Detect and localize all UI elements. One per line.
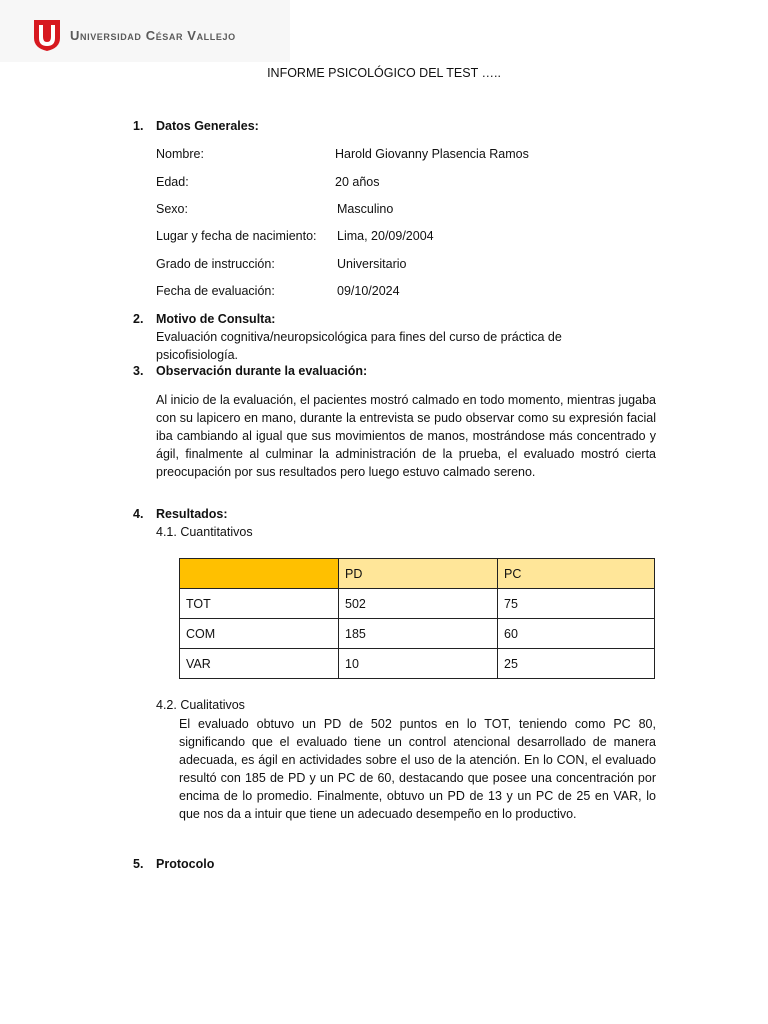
page-title: INFORME PSICOLÓGICO DEL TEST ….. xyxy=(267,66,501,80)
section-heading-datos: Datos Generales: xyxy=(156,119,259,133)
table-cell: VAR xyxy=(180,649,339,679)
ucv-shield-icon xyxy=(32,18,62,52)
field-value-sexo: Masculino xyxy=(337,202,394,216)
subheading-cualitativos: 4.2. Cualitativos xyxy=(156,698,245,712)
field-value-edad: 20 años xyxy=(335,175,380,189)
field-label: Sexo: xyxy=(156,202,188,216)
university-logo xyxy=(32,18,236,52)
table-cell: COM xyxy=(180,619,339,649)
field-value-fecha-evaluacion: 09/10/2024 xyxy=(337,284,400,298)
table-cell: 60 xyxy=(498,619,655,649)
field-label: Fecha de evaluación: xyxy=(156,284,275,298)
field-label: Nombre: xyxy=(156,147,204,161)
field-label: Grado de instrucción: xyxy=(156,257,275,271)
table-cell: 25 xyxy=(498,649,655,679)
section-heading-resultados: Resultados: xyxy=(156,507,228,521)
table-header-cell: PC xyxy=(498,559,655,589)
section-heading-protocolo: Protocolo xyxy=(156,857,215,871)
table-header-row xyxy=(180,559,655,589)
section-number: 3. xyxy=(133,364,144,378)
table-cell: TOT xyxy=(180,589,339,619)
section-number: 5. xyxy=(133,857,144,871)
table-row xyxy=(180,619,655,649)
field-value-nombre: Harold Giovanny Plasencia Ramos xyxy=(335,147,529,161)
field-value-grado: Universitario xyxy=(337,257,407,271)
section-heading-observacion: Observación durante la evaluación: xyxy=(156,364,368,378)
university-name: Universidad César Vallejo xyxy=(70,27,236,43)
table-header-cell: PD xyxy=(339,559,498,589)
section-number: 4. xyxy=(133,507,144,521)
motivo-text: Evaluación cognitiva/neuropsicológica para fines del curso de práctica de psicofisiología. xyxy=(156,330,562,362)
table-cell: 185 xyxy=(339,619,498,649)
field-value-lugar-fecha: Lima, 20/09/2004 xyxy=(337,229,434,243)
section-number: 2. xyxy=(133,312,144,326)
table-cell: 502 xyxy=(339,589,498,619)
results-table xyxy=(179,558,655,679)
table-cell: 10 xyxy=(339,649,498,679)
table-row xyxy=(180,649,655,679)
section-heading-motivo: Motivo de Consulta: xyxy=(156,312,276,326)
table-cell: 75 xyxy=(498,589,655,619)
section-number: 1. xyxy=(133,119,144,133)
field-label: Lugar y fecha de nacimiento: xyxy=(156,229,317,243)
observacion-text: Al inicio de la evaluación, el pacientes mostró calmado en todo momento, mientras jugaba con su lapicero en mano, durante la entrevista se pudo observar como su expresión facial iba cambiando al igual que sus movimientos de manos, mostrándose más concentrado y ágil, finalmente al culminar la administración de la prueba, el evaluado mostró cierta preocupación por sus resultados pero luego estuvo calmado sereno. xyxy=(156,393,656,479)
table-row xyxy=(180,589,655,619)
subheading-cuantitativos: 4.1. Cuantitativos xyxy=(156,525,253,539)
cualitativos-text: El evaluado obtuvo un PD de 502 puntos en lo TOT, teniendo como PC 80, significando que el evaluado tiene un control atencional desarrollado de manera adecuada, es ágil en actividades sobre el uso de la atención. En lo CON, el evaluado resultó con 185 de PD y un PC de 60, destacando que posee una concentración por encima de lo promedio. Finalmente, obtuvo un PD de 13 y un PC de 25 en VAR, lo que nos da a intuir que tiene un adecuado desempeño en lo productivo. xyxy=(179,717,656,821)
table-header-cell xyxy=(180,559,339,589)
field-label: Edad: xyxy=(156,175,189,189)
